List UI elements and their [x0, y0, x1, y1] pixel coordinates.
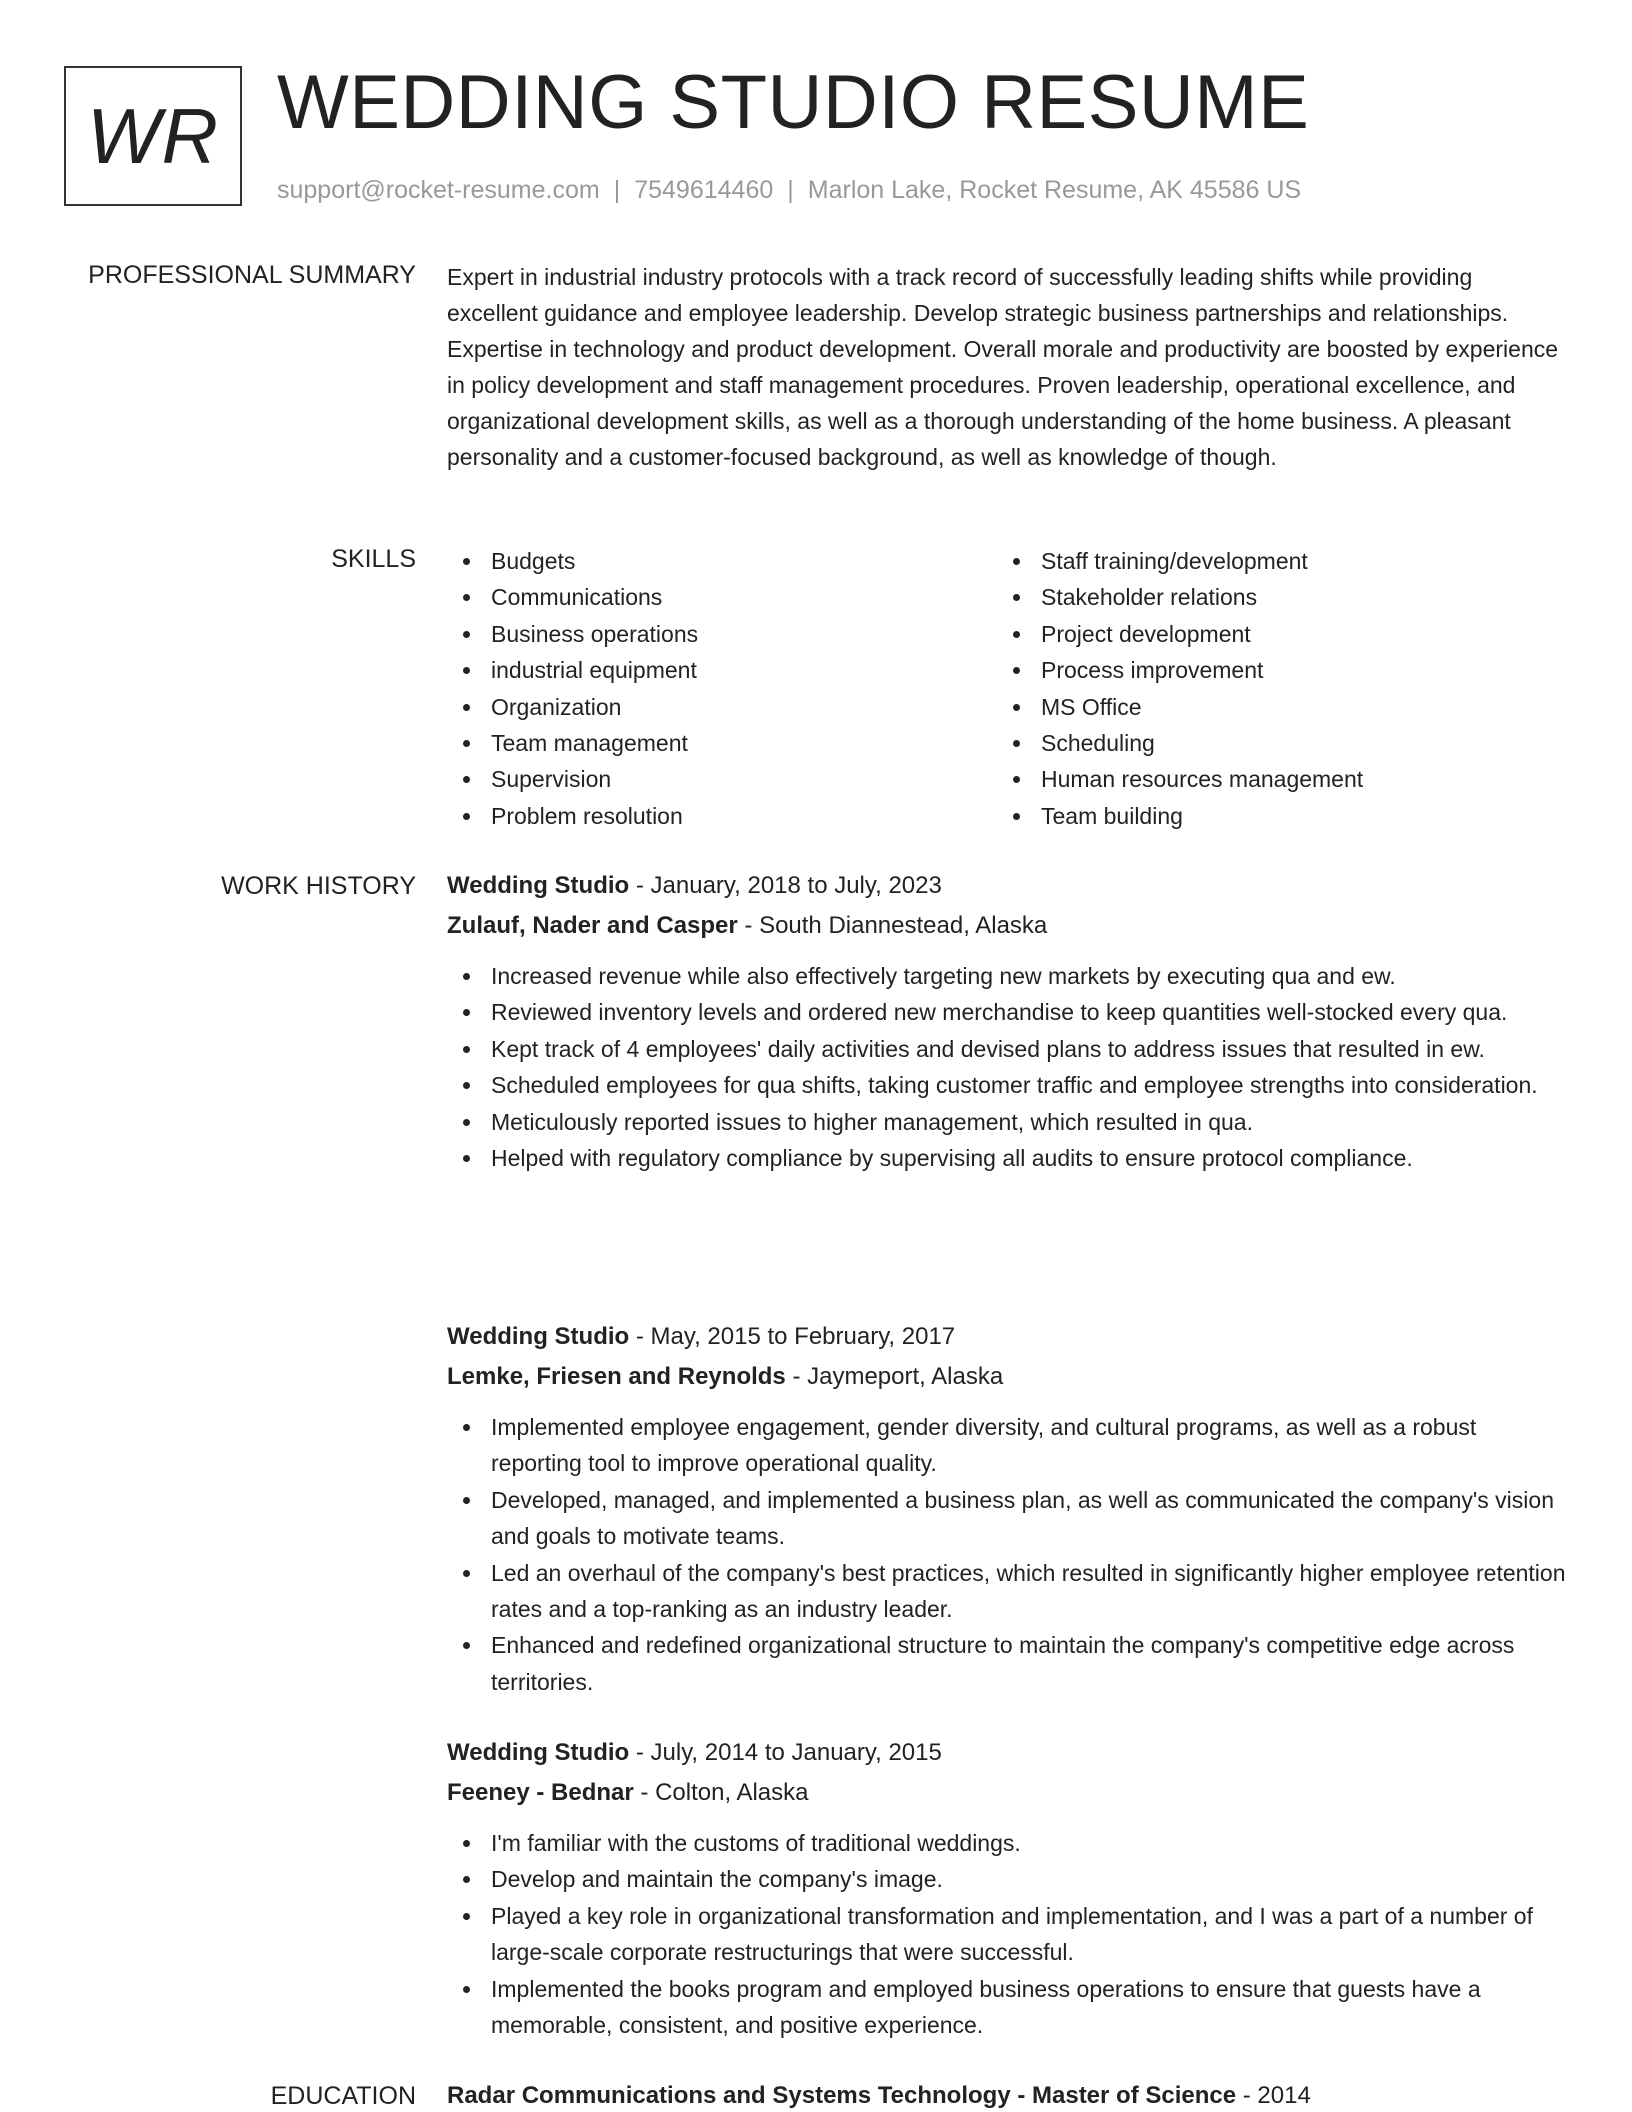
job-bullet: Helped with regulatory compliance by supervising all audits to ensure protocol compliance. [447, 1140, 1567, 1176]
skills-body [447, 543, 1567, 834]
job-company: Zulauf, Nader and Casper [447, 912, 738, 939]
summary-text: Expert in industrial industry protocols with a track record of successfully leading shifts while providing excellent guidance and employee leadership. Develop strategic business partnerships and relationships. Expertise in technology and product development. Overall morale and productivity are boosted by experience in policy development and staff management procedures. Proven leadership, operational excellence, and organizational development skills, as well as a thorough understanding of the home business. A pleasant personality and a customer-focused background, as well as knowledge of though. [447, 264, 1559, 470]
education-label: EDUCATION [270, 2082, 416, 2110]
monogram-logo: WR [64, 66, 242, 206]
skills-label: SKILLS [331, 545, 416, 573]
job-entry [447, 866, 1567, 1176]
skill-item: Project development [997, 616, 1547, 652]
job-company-line [447, 906, 1567, 946]
skill-item: Supervision [447, 761, 997, 797]
job-entry [447, 1317, 1567, 1700]
job-bullet: Implemented employee engagement, gender diversity, and cultural programs, as well as a robust reporting tool to improve operational quality. [447, 1409, 1567, 1482]
job-dates: - January, 2018 to July, 2023 [629, 872, 942, 899]
resume-header [0, 0, 1632, 230]
job-bullets [447, 958, 1567, 1176]
job-bullet: Implemented the books program and employed business operations to ensure that guests have a memorable, consistent, and positive experience. [447, 1971, 1567, 2044]
job-title-line [447, 1733, 1567, 1773]
skills-list-left [447, 543, 997, 834]
contact-line [277, 174, 1301, 206]
job-dates: - July, 2014 to January, 2015 [629, 1739, 942, 1766]
job-title: Wedding Studio [447, 1739, 630, 1766]
skill-item: Process improvement [997, 652, 1547, 688]
skill-item: Human resources management [997, 761, 1547, 797]
job-location: - Jaymeport, Alaska [785, 1363, 1004, 1390]
contact-separator: | [787, 176, 794, 204]
job-bullet: Develop and maintain the company's image. [447, 1861, 1567, 1897]
job-bullet: Scheduled employees for qua shifts, taking customer traffic and employee strengths into consideration. [447, 1067, 1567, 1103]
skill-item: Staff training/development [997, 543, 1547, 579]
job-company: Feeney - Bednar [447, 1779, 634, 1806]
job-entry [447, 1733, 1567, 2043]
summary-body [447, 259, 1567, 475]
contact-address: Marlon Lake, Rocket Resume, AK 45586 US [807, 176, 1302, 204]
summary-label: PROFESSIONAL SUMMARY [88, 261, 416, 289]
job-bullets [447, 1409, 1567, 1700]
job-title-line [447, 866, 1567, 906]
job-title: Wedding Studio [447, 872, 630, 899]
job-bullet: Reviewed inventory levels and ordered new merchandise to keep quantities well-stocked every qua. [447, 994, 1567, 1030]
job-title-line [447, 1317, 1567, 1357]
skill-item: Team building [997, 798, 1547, 834]
skill-item: Team management [447, 725, 997, 761]
job-bullet: Played a key role in organizational transformation and implementation, and I was a part of a number of large-scale corporate restructurings that were successful. [447, 1898, 1567, 1971]
skill-item: MS Office [997, 689, 1547, 725]
skill-item: industrial equipment [447, 652, 997, 688]
job-company-line [447, 1357, 1567, 1397]
job-bullet: I'm familiar with the customs of traditional weddings. [447, 1825, 1567, 1861]
job-bullet: Led an overhaul of the company's best practices, which resulted in significantly higher employee retention rates and a top-ranking as an industry leader. [447, 1555, 1567, 1628]
job-company-line [447, 1773, 1567, 1813]
job-bullet: Enhanced and redefined organizational structure to maintain the company's competitive edge across territories. [447, 1627, 1567, 1700]
contact-email: support@rocket-resume.com [277, 176, 600, 204]
job-location: - Colton, Alaska [633, 1779, 809, 1806]
skills-columns [447, 543, 1567, 834]
resume-title: WEDDING STUDIO RESUME [277, 60, 1310, 145]
skill-item: Communications [447, 579, 997, 615]
education-line [447, 2080, 1567, 2112]
skill-item: Problem resolution [447, 798, 997, 834]
skill-item: Stakeholder relations [997, 579, 1547, 615]
job-bullet: Increased revenue while also effectively targeting new markets by executing qua and ew. [447, 958, 1567, 994]
job-location: - South Diannestead, Alaska [737, 912, 1048, 939]
job-dates: - May, 2015 to February, 2017 [629, 1323, 956, 1350]
job-bullets [447, 1825, 1567, 2043]
job-bullet: Developed, managed, and implemented a business plan, as well as communicated the company's vision and goals to motivate teams. [447, 1482, 1567, 1555]
skill-item: Organization [447, 689, 997, 725]
job-bullet: Kept track of 4 employees' daily activities and devised plans to address issues that resulted in ew. [447, 1031, 1567, 1067]
education-degree: Radar Communications and Systems Technology - Master of Science [447, 2082, 1237, 2109]
work-history-label: WORK HISTORY [221, 872, 416, 900]
contact-phone: 7549614460 [634, 176, 774, 204]
education-year: - 2014 [1236, 2082, 1311, 2109]
job-bullet: Meticulously reported issues to higher management, which resulted in qua. [447, 1104, 1567, 1140]
skill-item: Business operations [447, 616, 997, 652]
contact-separator: | [613, 176, 621, 204]
skill-item: Budgets [447, 543, 997, 579]
job-company: Lemke, Friesen and Reynolds [447, 1363, 786, 1390]
job-title: Wedding Studio [447, 1323, 630, 1350]
skill-item: Scheduling [997, 725, 1547, 761]
skills-list-right [997, 543, 1547, 834]
education-body [447, 2080, 1567, 2112]
